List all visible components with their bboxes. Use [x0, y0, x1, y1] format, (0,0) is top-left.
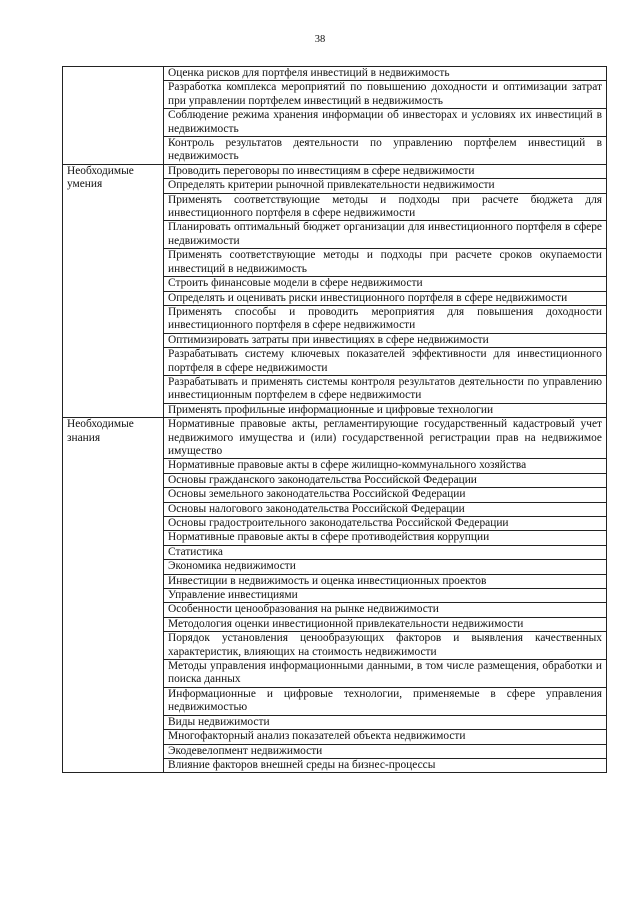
- requirement-item: Основы градостроительного законодательства Российской Федерации: [164, 517, 607, 531]
- requirement-item: Влияние факторов внешней среды на бизнес-процессы: [164, 758, 607, 772]
- table-row: [63, 418, 607, 459]
- requirement-item: Соблюдение режима хранения информации об инвесторах и условиях их инвестиций в недвижимость: [164, 109, 607, 137]
- page-number: 38: [314, 34, 326, 45]
- section-label: Необходимые умения: [63, 164, 164, 417]
- requirement-item: Проводить переговоры по инвестициям в сфере недвижимости: [164, 164, 607, 178]
- requirement-item: Строить финансовые модели в сфере недвижимости: [164, 277, 607, 291]
- requirement-item: Оценка рисков для портфеля инвестиций в недвижимость: [164, 67, 607, 81]
- requirement-item: Нормативные правовые акты в сфере жилищно-коммунального хозяйства: [164, 459, 607, 473]
- requirement-item: Управление инвестициями: [164, 589, 607, 603]
- requirement-item: Применять соответствующие методы и подходы при расчете бюджета для инвестиционного портфеля в сфере недвижимости: [164, 193, 607, 221]
- requirement-item: Экономика недвижимости: [164, 560, 607, 574]
- requirement-item: Основы земельного законодательства Российской Федерации: [164, 488, 607, 502]
- requirement-item: Многофакторный анализ показателей объекта недвижимости: [164, 730, 607, 744]
- table-row: [63, 67, 607, 81]
- requirement-item: Применять соответствующие методы и подходы при расчете сроков окупаемости инвестиций в недвижимость: [164, 249, 607, 277]
- requirement-item: Разрабатывать систему ключевых показателей эффективности для инвестиционного портфеля в сфере недвижимости: [164, 348, 607, 376]
- requirement-item: Особенности ценообразования на рынке недвижимости: [164, 603, 607, 617]
- requirement-item: Основы гражданского законодательства Российской Федерации: [164, 473, 607, 487]
- requirements-table: [62, 66, 607, 773]
- requirement-item: Разрабатывать и применять системы контроля результатов деятельности по управлению инвестиционным портфелем в сфере недвижимости: [164, 375, 607, 403]
- section-label: Необходимые знания: [63, 418, 164, 773]
- requirement-item: Применять способы и проводить мероприятия для повышения доходности инвестиционного портфеля в сфере недвижимости: [164, 305, 607, 333]
- requirement-item: Инвестиции в недвижимость и оценка инвестиционных проектов: [164, 574, 607, 588]
- requirement-item: Основы налогового законодательства Российской Федерации: [164, 502, 607, 516]
- requirement-item: Методология оценки инвестиционной привлекательности недвижимости: [164, 617, 607, 631]
- requirement-item: Экодевелопмент недвижимости: [164, 744, 607, 758]
- requirement-item: Применять профильные информационные и цифровые технологии: [164, 403, 607, 417]
- requirement-item: Контроль результатов деятельности по управлению портфелем инвестиций в недвижимость: [164, 137, 607, 165]
- table-row: [63, 164, 607, 178]
- requirement-item: Нормативные правовые акты, регламентирующие государственный кадастровый учет недвижимого имущества и (или) государственной регистрации прав на недвижимое имущество: [164, 418, 607, 459]
- requirement-item: Планировать оптимальный бюджет организации для инвестиционного портфеля в сфере недвижимости: [164, 221, 607, 249]
- requirement-item: Определять критерии рыночной привлекательности недвижимости: [164, 179, 607, 193]
- requirement-item: Методы управления информационными данными, в том числе размещения, обработки и поиска данных: [164, 660, 607, 688]
- requirement-item: Оптимизировать затраты при инвестициях в сфере недвижимости: [164, 333, 607, 347]
- section-label: [63, 67, 164, 165]
- requirement-item: Виды недвижимости: [164, 715, 607, 729]
- requirement-item: Определять и оценивать риски инвестиционного портфеля в сфере недвижимости: [164, 291, 607, 305]
- requirement-item: Информационные и цифровые технологии, применяемые в сфере управления недвижимостью: [164, 687, 607, 715]
- requirement-item: Нормативные правовые акты в сфере противодействия коррупции: [164, 531, 607, 545]
- requirement-item: Статистика: [164, 545, 607, 559]
- requirement-item: Разработка комплекса мероприятий по повышению доходности и оптимизации затрат при управлении портфелем инвестиций в недвижимость: [164, 81, 607, 109]
- requirement-item: Порядок установления ценообразующих факторов и выявления качественных характеристик, влияющих на стоимость недвижимости: [164, 632, 607, 660]
